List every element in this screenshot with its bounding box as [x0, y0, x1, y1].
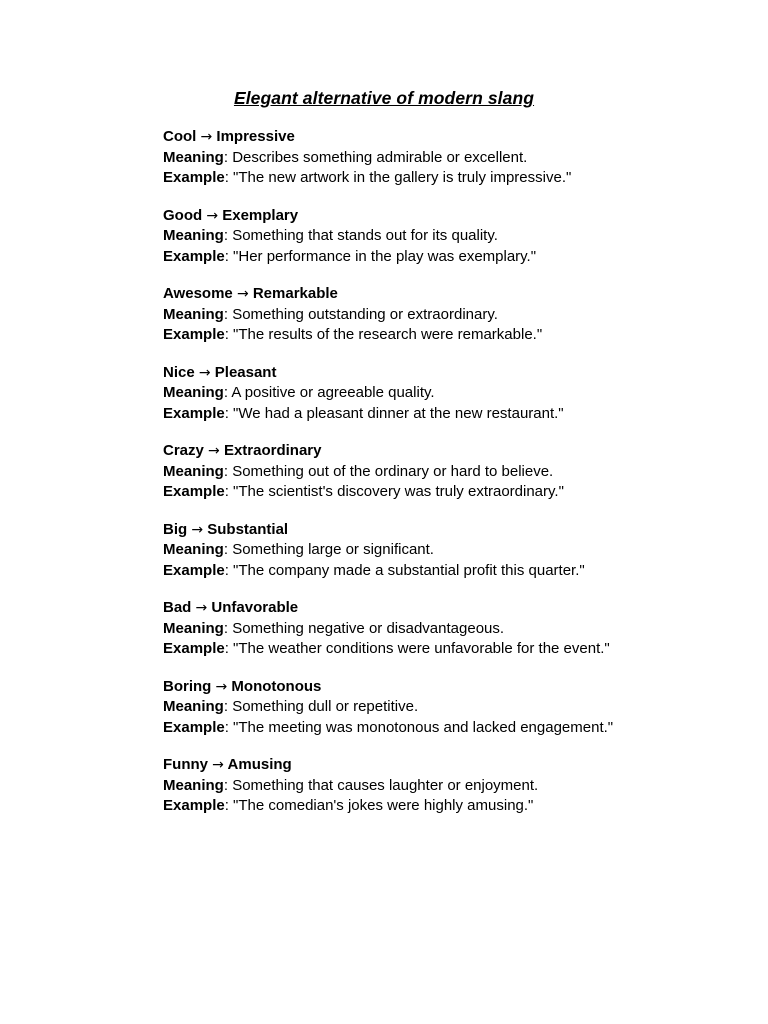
meaning-label: Meaning	[163, 698, 224, 715]
entry-nice	[163, 363, 643, 425]
meaning-line: Meaning: Something large or significant.	[163, 541, 434, 558]
meaning-text: A positive or agreeable quality.	[231, 384, 435, 401]
example-label: Example	[163, 797, 225, 814]
example-label: Example	[163, 404, 225, 422]
slang-word: Nice	[163, 363, 195, 381]
entry-list	[163, 127, 643, 834]
alternative-word: Monotonous	[231, 677, 322, 695]
example-line: Example: "The meeting was monotonous and lacked engagement."	[163, 718, 614, 736]
alternative-word: Remarkable	[252, 285, 338, 302]
document-title: Elegant alternative of modern slang	[233, 88, 535, 108]
meaning-text: Something large or significant.	[232, 541, 434, 558]
example-text: "The new artwork in the gallery is truly impressive."	[233, 169, 572, 186]
alternative-word: Extraordinary	[223, 442, 322, 459]
entry-heading	[163, 363, 643, 384]
entry-boring	[163, 677, 643, 739]
alternative-word: Unfavorable	[211, 599, 299, 616]
meaning-label: Meaning	[163, 384, 224, 401]
arrow-icon: →	[208, 443, 220, 459]
meaning-text: Something negative or disadvantageous.	[232, 619, 505, 637]
example-line: Example: "The company made a substantial profit this quarter."	[163, 561, 585, 579]
slang-word: Funny	[163, 756, 208, 773]
entry-heading	[163, 755, 643, 776]
example-line: Example: "The results of the research were remarkable."	[163, 326, 543, 343]
entry-heading	[163, 677, 643, 698]
example-label: Example	[163, 561, 225, 579]
entry-bad	[163, 598, 643, 660]
meaning-line: Meaning: Something out of the ordinary or hard to believe.	[163, 462, 554, 480]
meaning-label: Meaning	[163, 462, 224, 480]
meaning-label: Meaning	[163, 227, 224, 244]
entry-heading	[163, 206, 643, 227]
example-line: Example: "The new artwork in the gallery is truly impressive."	[163, 169, 572, 186]
example-line: Example: "The weather conditions were unfavorable for the event."	[163, 640, 610, 657]
entry-heading	[163, 598, 643, 619]
arrow-icon: →	[212, 757, 224, 773]
meaning-text: Something out of the ordinary or hard to believe.	[232, 462, 554, 480]
meaning-line: Meaning: Something that stands out for its quality.	[163, 227, 498, 244]
meaning-label: Meaning	[163, 776, 224, 794]
arrow-icon: →	[236, 286, 249, 302]
example-label: Example	[163, 483, 225, 500]
example-text: "The comedian's jokes were highly amusing."	[233, 797, 534, 814]
slang-word: Awesome	[163, 285, 233, 302]
example-label: Example	[163, 718, 225, 736]
example-line: Example: "The scientist's discovery was truly extraordinary."	[163, 483, 564, 500]
meaning-label: Meaning	[163, 619, 224, 637]
arrow-icon: →	[195, 600, 208, 616]
arrow-icon: →	[206, 207, 219, 224]
arrow-icon: →	[215, 678, 228, 695]
meaning-label: Meaning	[163, 148, 224, 166]
example-text: "The weather conditions were unfavorable for the event."	[233, 640, 610, 657]
meaning-line: Meaning: A positive or agreeable quality.	[163, 384, 435, 401]
meaning-line: Meaning: Something outstanding or extraordinary.	[163, 305, 498, 323]
slang-word: Bad	[163, 599, 192, 616]
example-text: "The meeting was monotonous and lacked engagement."	[233, 718, 614, 736]
entry-heading	[163, 441, 643, 462]
entry-heading	[163, 127, 643, 148]
slang-word: Cool	[163, 128, 197, 145]
entry-heading	[163, 284, 643, 305]
alternative-word: Exemplary	[222, 206, 299, 224]
meaning-text: Describes something admirable or excellent.	[232, 148, 528, 166]
slang-word: Good	[163, 206, 203, 224]
meaning-line: Meaning: Something that causes laughter or enjoyment.	[163, 776, 539, 794]
entry-cool	[163, 127, 643, 189]
meaning-line: Meaning: Something negative or disadvantageous.	[163, 619, 505, 637]
entry-big	[163, 520, 643, 582]
example-line: Example: "Her performance in the play was exemplary."	[163, 247, 537, 265]
arrow-icon: →	[198, 364, 211, 381]
example-label: Example	[163, 326, 225, 343]
example-text: "The scientist's discovery was truly extraordinary."	[233, 483, 564, 500]
arrow-icon: →	[200, 129, 213, 145]
example-label: Example	[163, 169, 225, 186]
entry-crazy	[163, 441, 643, 503]
example-line: Example: "The comedian's jokes were highly amusing."	[163, 797, 534, 814]
example-text: "We had a pleasant dinner at the new restaurant."	[233, 404, 564, 422]
meaning-label: Meaning	[163, 541, 224, 558]
arrow-icon: →	[191, 521, 204, 538]
slang-word: Boring	[163, 677, 212, 695]
entry-awesome	[163, 284, 643, 346]
alternative-word: Substantial	[207, 520, 289, 538]
entry-funny	[163, 755, 643, 817]
meaning-text: Something outstanding or extraordinary.	[232, 305, 498, 323]
alternative-word: Amusing	[227, 756, 292, 773]
meaning-text: Something that causes laughter or enjoyment.	[232, 776, 539, 794]
slang-word: Big	[163, 520, 188, 538]
meaning-text: Something that stands out for its quality.	[232, 227, 498, 244]
alternative-word: Impressive	[216, 128, 295, 145]
meaning-label: Meaning	[163, 305, 224, 323]
entry-heading	[163, 520, 643, 541]
example-label: Example	[163, 640, 225, 657]
meaning-line: Meaning: Describes something admirable or excellent.	[163, 148, 528, 166]
meaning-line: Meaning: Something dull or repetitive.	[163, 698, 419, 715]
example-line: Example: "We had a pleasant dinner at the new restaurant."	[163, 404, 564, 422]
example-label: Example	[163, 247, 225, 265]
alternative-word: Pleasant	[214, 363, 277, 381]
example-text: "The company made a substantial profit this quarter."	[233, 561, 585, 579]
entry-good	[163, 206, 643, 268]
meaning-text: Something dull or repetitive.	[232, 698, 419, 715]
slang-word: Crazy	[163, 442, 204, 459]
example-text: "The results of the research were remarkable."	[233, 326, 543, 343]
example-text: "Her performance in the play was exemplary."	[233, 247, 537, 265]
